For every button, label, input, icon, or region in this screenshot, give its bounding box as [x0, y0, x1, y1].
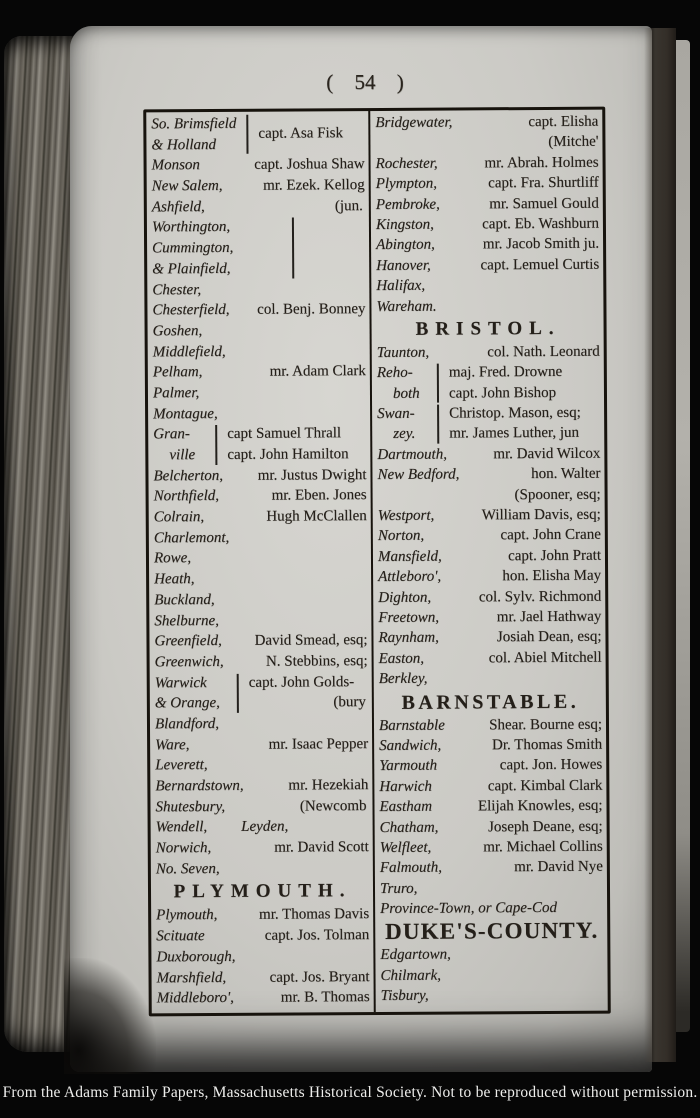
- page-corner-shadow: [64, 958, 156, 1074]
- town-name: Montague,: [153, 405, 218, 422]
- town-name: Marshfield,: [156, 969, 227, 986]
- register-line: [378, 505, 601, 527]
- register-line: [376, 234, 599, 256]
- register-line: [152, 196, 365, 218]
- register-line: [378, 607, 601, 629]
- town-name: Reho-: [376, 365, 413, 382]
- register-column-left: [146, 111, 375, 1013]
- representative-name: col. Sylv. Richmond: [478, 588, 602, 605]
- town-name: Freetown,: [378, 609, 440, 626]
- town-group: [377, 403, 600, 445]
- town-name: Plymouth,: [156, 907, 218, 924]
- town-group: [153, 423, 366, 466]
- register-line: [377, 464, 600, 486]
- representative-name: mr. Justus Dwight: [257, 466, 367, 484]
- register-line: [155, 796, 368, 818]
- town-name: Warwick: [154, 674, 207, 691]
- group-representatives: [217, 423, 366, 465]
- county-heading: BRISTOL.: [415, 317, 561, 340]
- town-name: Sandwich,: [379, 737, 442, 754]
- town-name: Pembroke,: [375, 196, 440, 213]
- representative-name: Dr. Thomas Smith: [491, 736, 603, 754]
- representative-name: hon. Walter: [531, 465, 601, 483]
- register-column-right: [370, 110, 607, 1012]
- town-name: Bridgewater,: [375, 114, 453, 132]
- representative-name: (bury: [333, 694, 366, 711]
- register-line: [154, 630, 367, 652]
- town-name: Chesterfield,: [152, 302, 230, 319]
- register-line: [378, 586, 601, 608]
- town-name: Monson: [151, 157, 200, 174]
- register-line: [153, 341, 366, 363]
- next-page-sliver: [676, 40, 690, 1032]
- register-line: [153, 382, 366, 404]
- representative-name: Elijah Knowles, esq;: [477, 797, 603, 815]
- book-page-edges: [4, 36, 74, 1052]
- town-name: New Bedford,: [377, 466, 460, 484]
- representative-name: mr. Hezekiah: [288, 777, 369, 794]
- register-line: [376, 254, 599, 276]
- register-line: [376, 152, 599, 174]
- group-towns: [377, 363, 437, 404]
- register-line: [377, 443, 600, 465]
- town-name: New Salem,: [151, 177, 223, 195]
- town-name: Greenwich,: [154, 653, 224, 671]
- town-name: Colrain,: [153, 509, 205, 526]
- representative-name: capt. Asa Fisk: [258, 125, 344, 143]
- register-line: [155, 775, 368, 797]
- register-line: [156, 858, 369, 880]
- town-name: Shutesbury,: [155, 798, 226, 816]
- register-line: [154, 506, 367, 528]
- register-line: [154, 527, 367, 549]
- representative-name: capt. Jos. Tolman: [264, 927, 370, 944]
- group-towns: [152, 217, 292, 280]
- register-line: [379, 775, 602, 797]
- town-name: Dartmouth,: [377, 446, 447, 463]
- gutter-shadow: [644, 28, 676, 1062]
- town-name: Halifax,: [376, 277, 426, 295]
- representative-name: capt. Joshua Shaw: [254, 156, 365, 174]
- register-line: [152, 154, 365, 176]
- town-name: Westport,: [377, 507, 435, 525]
- town-name: Charlemont,: [153, 529, 230, 547]
- register-line: [378, 627, 601, 649]
- register-line: [378, 484, 601, 506]
- register-line: [378, 525, 601, 547]
- representative-name: maj. Fred. Drowne: [448, 364, 563, 381]
- register-line: [154, 568, 367, 590]
- representative-name: mr. Thomas Davis: [258, 906, 370, 924]
- register-line: [376, 214, 599, 236]
- representative-name: col. Nath. Leonard: [487, 343, 600, 361]
- representative-name: Hugh McClallen: [266, 508, 367, 525]
- register-line: [379, 796, 602, 818]
- representative-continuation: (jun.: [334, 197, 363, 215]
- town-name: Pelham,: [152, 364, 203, 381]
- representative-name: hon. Elisha May: [502, 567, 602, 585]
- town-name: Rowe,: [153, 550, 192, 567]
- town-name: Duxborough,: [156, 948, 236, 966]
- town-name: Tisbury,: [380, 987, 429, 1005]
- representative-continuation: (Spooner, esq;: [514, 486, 601, 503]
- town-name: Leyden,: [241, 818, 289, 836]
- town-name: Heath,: [154, 571, 195, 588]
- register-line: [152, 299, 365, 321]
- register-line: [378, 545, 601, 567]
- town-name: Ware,: [155, 736, 190, 753]
- representative-name: col. Benj. Bonney: [257, 301, 366, 318]
- archive-caption: From the Adams Family Papers, Massachusetts Historical Society. Not to be reproduced without permission.: [2, 1084, 698, 1101]
- representative-name: mr. Isaac Pepper: [268, 735, 369, 753]
- town-name: Welfleet,: [379, 839, 432, 856]
- town-name: & Holland: [151, 136, 217, 154]
- register-line: [154, 610, 367, 632]
- register-line: [380, 944, 603, 966]
- town-name: Yarmouth: [379, 757, 438, 775]
- register-line: [153, 465, 366, 487]
- town-name: Raynham,: [378, 629, 439, 647]
- register-line: [380, 964, 603, 986]
- register-line: [376, 295, 599, 317]
- county-heading: DUKE'S-COUNTY.: [384, 918, 599, 945]
- town-name: Truro,: [379, 880, 418, 897]
- town-group: [377, 362, 600, 404]
- group-towns: [155, 672, 237, 714]
- town-name: Ashfield,: [151, 198, 205, 216]
- representative-name: mr. Adam Clark: [269, 363, 366, 380]
- town-name: Scituate: [156, 928, 205, 945]
- register-line: [376, 173, 599, 195]
- representative-name: capt. Lemuel Curtis: [480, 256, 600, 274]
- group-representatives: [439, 362, 600, 404]
- town-name: Chilmark,: [380, 967, 442, 984]
- town-name: Barnstable: [378, 717, 445, 734]
- town-name: Dighton,: [378, 589, 432, 606]
- register-line: [157, 987, 370, 1009]
- register-line: [379, 735, 602, 757]
- representative-name: mr. David Scott: [274, 839, 369, 856]
- representative-name: William Davis, esq;: [481, 506, 601, 524]
- town-name: Plympton,: [375, 175, 437, 193]
- register-line: [156, 946, 369, 968]
- register-line: [379, 714, 602, 736]
- town-name: Eastham: [379, 798, 433, 816]
- representative-name: mr. David Wilcox: [493, 445, 601, 463]
- town-name: Blandford,: [154, 715, 220, 733]
- town-group: [151, 113, 364, 156]
- representative-continuation: (Newcomb: [299, 797, 367, 815]
- register-line: [155, 651, 368, 673]
- register-line: [380, 857, 603, 879]
- group-towns: [153, 424, 215, 466]
- register-line: [376, 193, 599, 215]
- town-name: Buckland,: [154, 591, 215, 609]
- town-name: Norwich,: [155, 840, 212, 857]
- register-line: [376, 275, 599, 297]
- town-name: Cummington,: [152, 239, 234, 257]
- town-name: Rochester,: [375, 155, 438, 172]
- register-line: [379, 668, 602, 690]
- register-line: [380, 877, 603, 899]
- representative-name: capt. John Bishop: [448, 384, 557, 402]
- town-name: & Plainfield,: [152, 260, 231, 278]
- register-line: [155, 754, 368, 776]
- town-name: Gran-: [153, 426, 190, 443]
- register-line: [380, 837, 603, 859]
- town-name: Edgartown,: [380, 947, 451, 964]
- representative-name: mr. B. Thomas: [280, 989, 370, 1006]
- representative-name: mr. Jacob Smith ju.: [482, 235, 600, 253]
- register-line: [156, 925, 369, 947]
- register-line: [378, 566, 601, 588]
- town-name: & Orange,: [154, 695, 220, 712]
- town-name: Wendell,: [155, 819, 208, 836]
- representative-name: mr. Samuel Gould: [489, 195, 599, 212]
- representative-name: mr. Ezek. Kellog: [263, 177, 365, 194]
- town-name: Chester,: [152, 281, 202, 298]
- town-name: Belcherton,: [153, 467, 224, 485]
- town-name: Leverett,: [155, 757, 208, 774]
- representative-name: Shear. Bourne esq;: [489, 716, 603, 733]
- representative-name: mr. Abrah. Holmes: [484, 154, 599, 172]
- town-name: Taunton,: [376, 344, 430, 361]
- town-name: Bernardstown,: [155, 777, 244, 795]
- town-name: Middlefield,: [152, 343, 226, 360]
- register-line: [154, 547, 367, 569]
- representative-name: capt. John Golds-: [248, 673, 355, 691]
- register-line: [377, 342, 600, 364]
- register-line: [154, 485, 367, 507]
- town-name: Chatham,: [379, 819, 439, 836]
- group-representatives: [439, 403, 600, 445]
- group-towns: [377, 404, 437, 445]
- register-line: [153, 361, 366, 383]
- register-line: [155, 734, 368, 756]
- town-name: ville: [169, 447, 196, 464]
- register-line: [381, 985, 604, 1007]
- town-name: Greenfield,: [154, 633, 222, 650]
- town-name: Harwich: [379, 778, 432, 795]
- representative-name: capt. Jos. Bryant: [269, 968, 370, 986]
- town-name: both: [392, 385, 420, 402]
- representative-name: capt. John Hamilton: [227, 446, 349, 463]
- representative-name: mr. David Nye: [514, 858, 603, 876]
- representative-name: capt. Jon. Howes: [499, 756, 603, 774]
- representative-name: mr. Eben. Jones: [271, 487, 367, 505]
- register-line: [152, 279, 365, 301]
- group-representatives: [294, 217, 365, 279]
- register-line: [375, 132, 598, 154]
- town-name: Worthington,: [151, 219, 231, 236]
- representative-name: capt. John Pratt: [508, 547, 602, 565]
- representative-name: capt. Eb. Washburn: [482, 215, 599, 233]
- town-group: [152, 217, 365, 280]
- page-number: ( 54 ): [326, 70, 404, 94]
- register-table: [143, 107, 611, 1017]
- town-name: Mansfield,: [377, 548, 442, 565]
- town-name: zey.: [393, 426, 416, 443]
- register-line: [156, 816, 369, 838]
- town-name: Palmer,: [152, 385, 200, 402]
- town-name: Abington,: [376, 236, 435, 254]
- representative-name: Christop. Mason, esq;: [449, 404, 581, 422]
- register-line: [153, 403, 366, 425]
- register-line: [156, 967, 369, 989]
- town-name: Goshen,: [152, 322, 203, 340]
- register-line: [154, 589, 367, 611]
- town-name: Hanover,: [376, 257, 431, 274]
- representative-name: capt. Fra. Shurtliff: [488, 174, 599, 192]
- representative-name: Josiah Dean, esq;: [496, 629, 602, 646]
- representative-name: David Smead, esq;: [254, 632, 368, 649]
- register-line: [375, 112, 598, 134]
- representative-name: capt. Elisha: [528, 113, 599, 131]
- county-heading: PLYMOUTH.: [173, 880, 352, 903]
- representative-name: mr. Michael Collins: [483, 838, 603, 856]
- town-name: Norton,: [377, 528, 425, 545]
- register-line: [156, 904, 369, 926]
- register-line: [380, 816, 603, 838]
- town-name: So. Brimsfield: [151, 115, 237, 133]
- register-line: [379, 755, 602, 777]
- town-name: Wareham.: [376, 298, 437, 315]
- representative-name: Joseph Deane, esq;: [488, 818, 603, 835]
- representative-name: mr. Jael Hathway: [496, 608, 602, 626]
- group-representatives: [239, 672, 368, 714]
- town-name: No. Seven,: [155, 860, 220, 878]
- town-name: Northfield,: [153, 488, 220, 505]
- town-name: Attleboro',: [378, 568, 442, 586]
- town-name: Shelburne,: [154, 612, 219, 629]
- representative-name: capt. John Crane: [500, 527, 601, 544]
- group-towns: [151, 114, 246, 156]
- register-line: [152, 175, 365, 197]
- group-representatives: [248, 113, 364, 155]
- town-group: [155, 672, 368, 715]
- town-name: Middleboro',: [156, 990, 234, 1007]
- representative-name: capt Samuel Thrall: [227, 425, 342, 443]
- representative-name: mr. James Luther, jun: [449, 425, 580, 443]
- register-line: [153, 320, 366, 342]
- register-line: [379, 647, 602, 669]
- town-name: Berkley,: [378, 670, 428, 688]
- town-name: Falmouth,: [379, 859, 443, 877]
- representative-name: capt. Kimbal Clark: [487, 777, 603, 795]
- representative-continuation: (Mitche': [548, 134, 599, 151]
- county-heading: BARNSTABLE.: [401, 690, 580, 714]
- register-line: [156, 837, 369, 859]
- town-name: Easton,: [378, 650, 425, 667]
- town-name: Kingston,: [375, 216, 434, 233]
- town-name: Province-Town, or Cape-Cod: [380, 899, 557, 918]
- representative-name: N. Stebbins, esq;: [265, 652, 368, 670]
- register-line: [155, 713, 368, 735]
- representative-name: col. Abiel Mitchell: [488, 649, 602, 667]
- town-name: Swan-: [377, 405, 415, 423]
- register-line: [380, 898, 603, 920]
